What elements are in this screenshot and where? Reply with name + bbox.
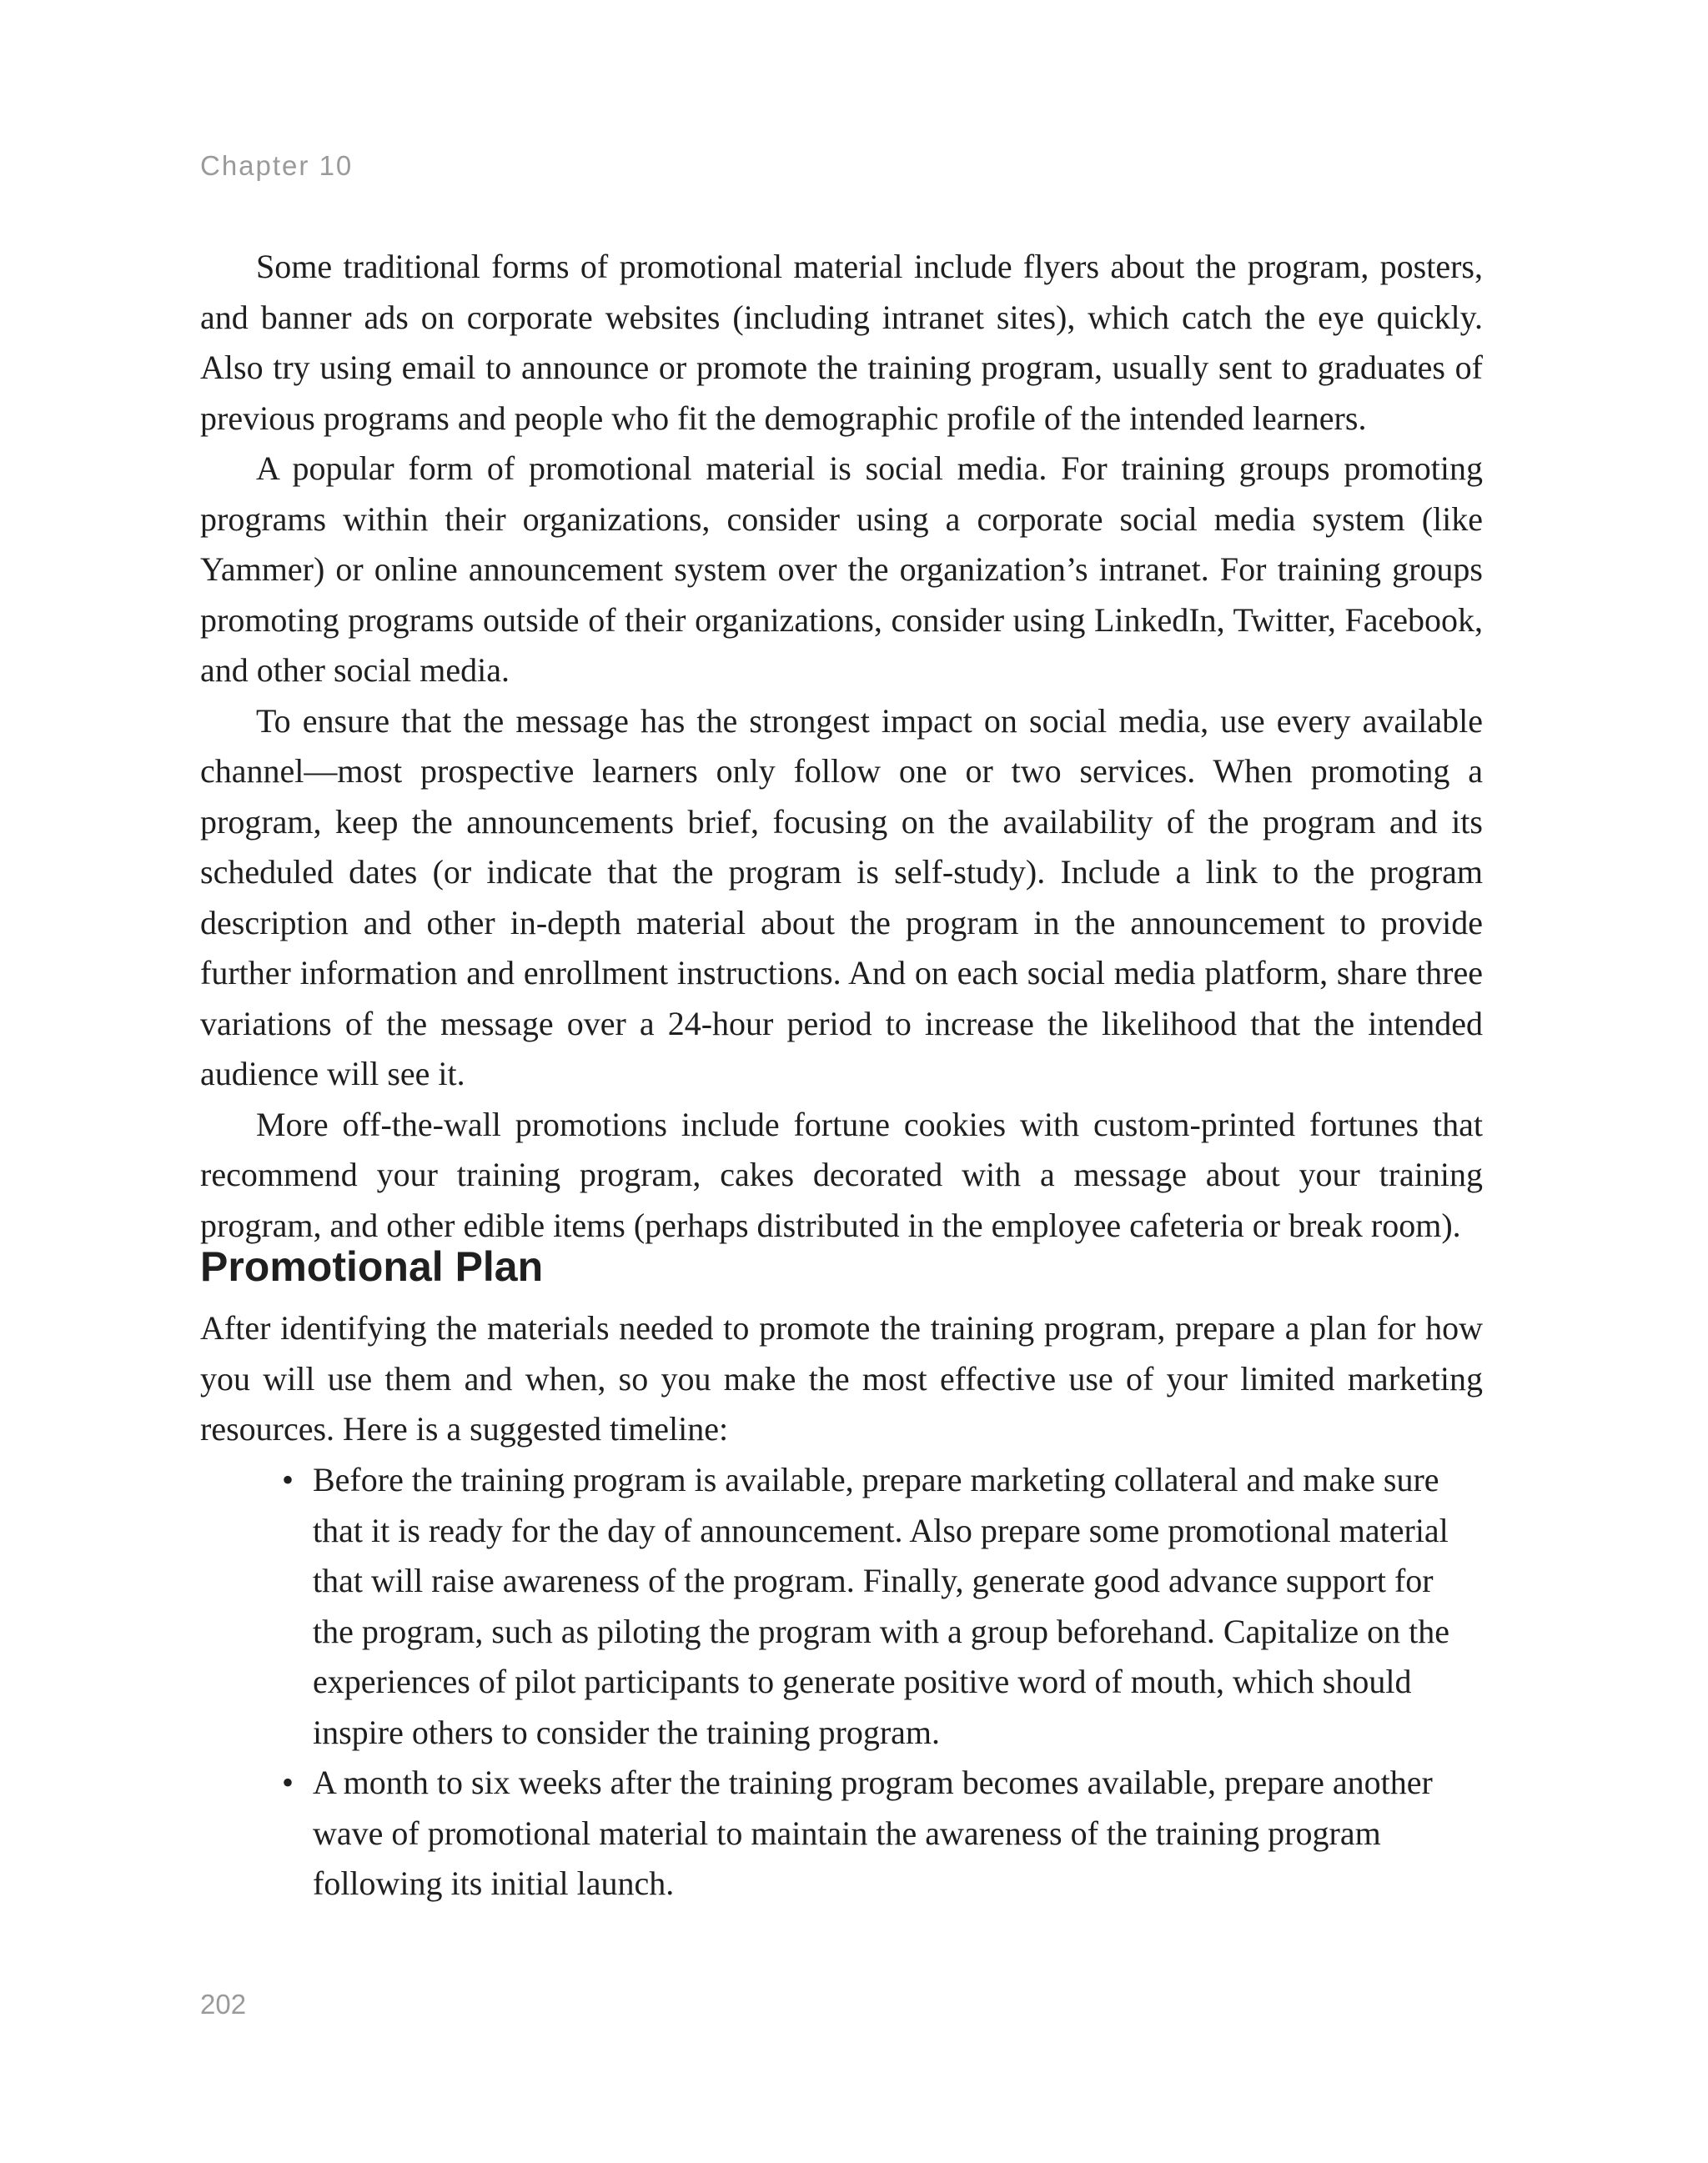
paragraph-off-the-wall: More off-the-wall promotions include fortune cookies with custom-printed fortunes that recommend your training program, cakes decorated with a message about your training program, and other edible items (perhaps distributed in the employee cafeteria or break room). (200, 1105, 1483, 1244)
timeline-list (282, 1455, 1451, 1910)
paragraph-message-impact: To ensure that the message has the strongest impact on social media, use every available channel—most prospective learners only follow one or two services. When promoting a program, keep the announcements brief, focusing on the availability of the program and its scheduled dates (or indicate that the program is self-study). Include a link to the program description and other in-depth material about the program in the announcement to provide further information and enrollment instructions. And on each social media platform, share three variations of the message over a 24-hour period to increase the likelihood that the intended audience will see it. (200, 701, 1483, 1092)
running-head: Chapter 10 (200, 150, 354, 181)
list-item-text: A month to six weeks after the training program becomes available, prepare another wave of promotional material to maintain the awareness of the training program following its initial launch. (313, 1764, 1433, 1902)
page-number: 202 (200, 1989, 247, 2020)
bullet-icon: • (282, 1764, 294, 1801)
body-text (200, 242, 1483, 1251)
paragraph-social-media: A popular form of promotional material is social media. For training groups promoting programs within their organizations, consider using a corporate social media system (like Yammer) or online announcement system over the organization’s intranet. For training groups promoting programs outside of their organizations, consider using LinkedIn, Twitter, Facebook, and other social media. (200, 449, 1483, 689)
paragraph-traditional-forms: Some traditional forms of promotional material include flyers about the program, posters, and banner ads on corporate websites (including intranet sites), which catch the eye quickly. Also try using email to announce or promote the training program, usually sent to graduates of previous programs and people who fit the demographic profile of the intended learners. (200, 248, 1483, 437)
bullet-icon: • (282, 1461, 294, 1498)
section-heading: Promotional Plan (200, 1243, 544, 1290)
section-intro: After identifying the materials needed to promote the training program, prepare a plan for how you will use them and when, so you make the most effective use of your limited marketing resources. Here is a suggested timeline: (200, 1309, 1483, 1448)
list-item (282, 1758, 1451, 1910)
list-item (282, 1455, 1451, 1758)
list-item-text: Before the training program is available, prepare marketing collateral and make sure that it is ready for the day of announcement. Also prepare some promotional material that will raise awareness of the program. Finally, generate good advance support for the program, such as piloting the program with a group beforehand. Capitalize on the experiences of pilot participants to generate positive word of mouth, which should inspire others to consider the training program. (313, 1461, 1449, 1751)
